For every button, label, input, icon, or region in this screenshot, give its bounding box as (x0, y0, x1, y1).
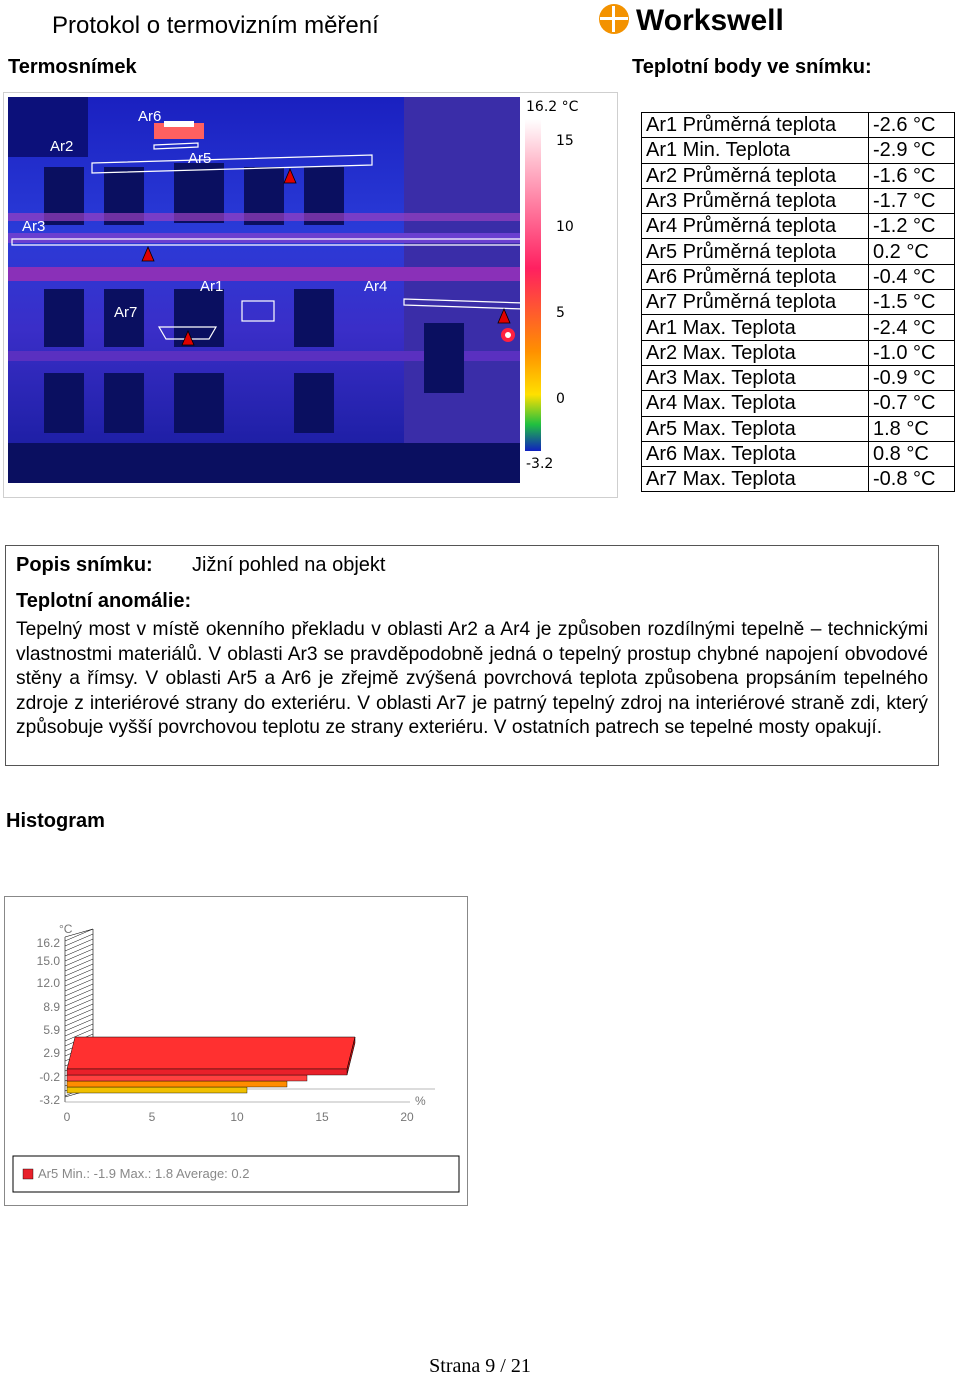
wall-hatch-line (65, 989, 93, 1001)
wall-hatch-line (65, 974, 93, 986)
point-name: Ar1 Max. Teplota (642, 315, 869, 340)
histogram-svg (5, 897, 467, 1205)
points-heading: Teplotní body ve snímku: (632, 56, 872, 78)
description-value: Jižní pohled na objekt (192, 554, 386, 576)
wall-hatch-line (65, 949, 93, 961)
point-value: -1.2 °C (869, 214, 955, 239)
wall-hatch-line (65, 954, 93, 966)
hist-x-tick: 0 (63, 1110, 71, 1124)
anomaly-label: Teplotní anomálie: (16, 590, 192, 612)
point-name: Ar5 Max. Teplota (642, 416, 869, 441)
wall-hatch-line (65, 944, 93, 956)
wall-hatch-line (65, 979, 93, 991)
table-row (642, 239, 955, 264)
description-box (5, 545, 939, 766)
point-value: -0.4 °C (869, 264, 955, 289)
point-name: Ar2 Max. Teplota (642, 340, 869, 365)
wall-hatch-line (65, 1009, 93, 1021)
point-name: Ar4 Průměrná teplota (642, 214, 869, 239)
area-label-ar5: Ar5 (188, 150, 212, 167)
point-value: -2.9 °C (869, 138, 955, 163)
scale-tick-5: 5 (556, 305, 565, 321)
histogram-legend: Ar5 Min.: -1.9 Max.: 1.8 Average: 0.2 (38, 1166, 250, 1181)
point-name: Ar3 Průměrná teplota (642, 188, 869, 213)
point-name: Ar6 Max. Teplota (642, 441, 869, 466)
thermogram-svg (4, 93, 617, 497)
wall-hatch-line (65, 1019, 93, 1031)
workswell-logo (596, 2, 856, 36)
area-label-ar6: Ar6 (138, 108, 162, 125)
hist-x-tick: 15 (315, 1110, 329, 1124)
point-name: Ar6 Průměrná teplota (642, 264, 869, 289)
hist-x-tick: 10 (230, 1110, 244, 1124)
point-value: -1.0 °C (869, 340, 955, 365)
table-row (642, 163, 955, 188)
point-value: 0.8 °C (869, 441, 955, 466)
point-value: -0.8 °C (869, 467, 955, 492)
table-row (642, 290, 955, 315)
temperature-points-table (641, 112, 955, 492)
point-value: 0.2 °C (869, 239, 955, 264)
area-label-ar4: Ar4 (364, 278, 388, 295)
point-value: -2.6 °C (869, 113, 955, 138)
hist-x-tick: 5 (148, 1110, 156, 1124)
scale-min-label: -3.2 (526, 456, 554, 472)
table-row (642, 365, 955, 390)
scale-tick-0: 0 (556, 391, 565, 407)
point-value: -1.5 °C (869, 290, 955, 315)
histogram-chart (4, 896, 468, 1206)
wall-hatch-line (65, 994, 93, 1006)
page-number: Strana 9 / 21 (429, 1355, 531, 1377)
document-title: Protokol o termovizním měření (52, 12, 379, 39)
wall-hatch-line (65, 1014, 93, 1026)
thermogram-image (3, 92, 618, 498)
anomaly-text: Tepelný most v místě okenního překladu v oblasti Ar2 a Ar4 je způsoben rozdílnými tepelně – technickými vlastnostmi materiálů. V oblasti Ar3 se pravděpodobně jedná o tepelný prostup chybné napojení obvodové stěny a římsy. V oblasti Ar5 a Ar6 je zřejmě zvýšená povrchová teplota způsobena propsáním tepelného zdroje z interiérové strany do exteriéru. V oblasti Ar7 je patrný tepelný zdroj na interiérové straně zdi, který způsobuje vyšší povrchovou teplotu ze strany exteriéru. V ostatních patrech se tepelné mosty opakují. (16, 619, 928, 739)
hist-y-tick: -3.2 (39, 1093, 60, 1107)
table-row (642, 113, 955, 138)
wall-hatch-line (65, 1024, 93, 1036)
hist-x-unit: % (415, 1094, 426, 1108)
table-row (642, 391, 955, 416)
table-row (642, 441, 955, 466)
wall-hatch-line (65, 1004, 93, 1016)
point-value: -1.7 °C (869, 188, 955, 213)
hist-y-tick: 8.9 (43, 1000, 60, 1014)
point-name: Ar2 Průměrná teplota (642, 163, 869, 188)
logo-text: Workswell (636, 4, 784, 36)
area-label-ar1: Ar1 (200, 278, 224, 295)
point-value: -1.6 °C (869, 163, 955, 188)
point-name: Ar3 Max. Teplota (642, 365, 869, 390)
point-name: Ar4 Max. Teplota (642, 391, 869, 416)
scale-tick-10: 10 (556, 219, 574, 235)
point-name: Ar7 Průměrná teplota (642, 290, 869, 315)
wall-hatch-line (65, 964, 93, 976)
scale-tick-15: 15 (556, 133, 574, 149)
point-value: -0.7 °C (869, 391, 955, 416)
point-name: Ar1 Min. Teplota (642, 138, 869, 163)
table-row (642, 214, 955, 239)
thermogram-heading: Termosnímek (8, 56, 137, 78)
wall-hatch-line (65, 984, 93, 996)
table-row (642, 315, 955, 340)
wall-hatch-line (65, 999, 93, 1011)
point-value: 1.8 °C (869, 416, 955, 441)
logo-graphic (596, 2, 856, 36)
point-name: Ar1 Průměrná teplota (642, 113, 869, 138)
hist-y-unit: °C (59, 922, 73, 936)
table-row (642, 416, 955, 441)
table-row (642, 188, 955, 213)
point-value: -2.4 °C (869, 315, 955, 340)
area-label-ar7: Ar7 (114, 304, 138, 321)
wall-hatch-line (65, 939, 93, 951)
hist-x-tick: 20 (400, 1110, 414, 1124)
table-row (642, 467, 955, 492)
hist-y-tick: 16.2 (36, 936, 60, 950)
hist-y-tick: 5.9 (43, 1023, 60, 1037)
hist-y-tick: 15.0 (36, 954, 60, 968)
description-label: Popis snímku: (16, 554, 153, 576)
legend-swatch (23, 1169, 33, 1179)
area-label-ar2: Ar2 (50, 138, 74, 155)
histogram-heading: Histogram (6, 810, 105, 832)
wall-hatch-line (65, 959, 93, 971)
table-row (642, 264, 955, 289)
point-name: Ar7 Max. Teplota (642, 467, 869, 492)
table-row (642, 340, 955, 365)
hist-y-tick: -0.2 (39, 1070, 60, 1084)
point-name: Ar5 Průměrná teplota (642, 239, 869, 264)
point-value: -0.9 °C (869, 365, 955, 390)
area-label-ar3: Ar3 (22, 218, 46, 235)
wall-hatch-line (65, 969, 93, 981)
hist-y-tick: 2.9 (43, 1046, 60, 1060)
table-row (642, 138, 955, 163)
scale-max-label: 16.2 °C (526, 99, 579, 115)
hist-y-tick: 12.0 (36, 976, 60, 990)
